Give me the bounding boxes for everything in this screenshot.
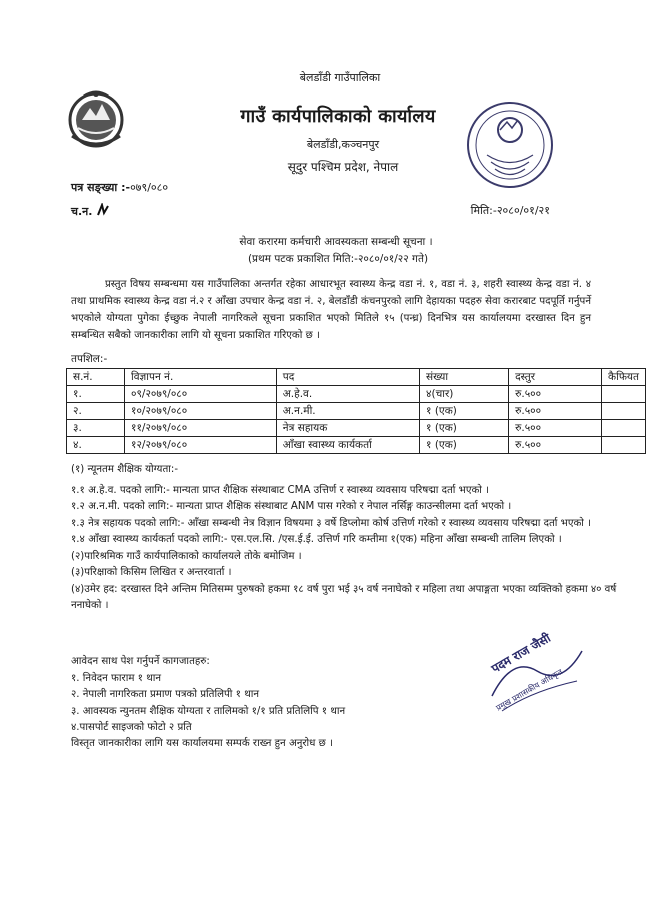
- office-address-line1: बेलडाँडी,कञ्चनपुर: [306, 138, 380, 151]
- cell-count: १ (एक): [420, 420, 509, 437]
- cell-ad-no: १२/२०७९/०८०: [125, 437, 277, 454]
- cell-sn: ४.: [67, 437, 125, 454]
- col-header-ad-no: विज्ञापन नं.: [125, 369, 277, 386]
- cell-post: अ.हे.व.: [276, 386, 419, 403]
- qualifications-heading: (१) न्यूनतम शैक्षिक योग्यता:-: [71, 464, 178, 475]
- table-row: [67, 386, 646, 403]
- letter-number-label: पत्र सङ्ख्या :-: [71, 181, 131, 194]
- cell-remarks: [602, 386, 646, 403]
- office-round-seal-icon: [465, 100, 555, 190]
- cell-count: १ (एक): [420, 403, 509, 420]
- document-item: २. नेपाली नागरिकता प्रमाण पत्रको प्रतिलिपी १ थान: [71, 689, 260, 700]
- cell-fee: रु.५००: [509, 437, 602, 454]
- date-label: मिति:-: [470, 204, 497, 217]
- table-header-row: [67, 369, 646, 386]
- cell-remarks: [602, 437, 646, 454]
- cell-count: १ (एक): [420, 437, 509, 454]
- cell-post: अ.न.मी.: [276, 403, 419, 420]
- publication-date-note: (प्रथम पटक प्रकाशित मिति:-२०८०/०१/२२ गते): [247, 253, 429, 265]
- cell-fee: रु.५००: [509, 420, 602, 437]
- intro-paragraph: प्रस्तुत विषय सम्बन्धमा यस गाउँपालिका अन्तर्गत रहेका आधारभूत स्वास्थ्य केन्द्र वडा नं. १, वडा नं. ३, शहरी स्वास्थ्य केन्द्र वडा नं. ४ तथा प्राथमिक स्वास्थ्य केन्द्र वडा नं.२ र आँखा उपचार केन्द्र वडा नं. २, बेलडाँडी कंचनपुरको लागि देहायका पदहरु सेवा करारबाट पदपूर्ति गर्नुपर्ने भएकोले योग्यता पुगेका ईच्छुक नेपाली नागरिकले सूचना प्रकाशित भएको मितिले १५ (पन्ध्र) दिनभित्र यस कार्यालयमा दरखास्त दिन हुन सम्बन्धित सबैको जानकारीका लागि यो सूचना प्रकाशित गरिएको छ ।: [71, 279, 591, 341]
- document-item: ४.पासपोर्ट साइजको फोटो २ प्रति: [71, 722, 192, 733]
- details-label: तपशिल:-: [71, 353, 108, 365]
- office-address-line2: सूदुर पश्चिम प्रदेश, नेपाल: [287, 160, 399, 174]
- cell-ad-no: ०९/२०७९/०८०: [125, 386, 277, 403]
- notice-date: [471, 203, 550, 218]
- table-row: [67, 437, 646, 454]
- municipality-name: बेलडाँडी गाउँपालिका: [299, 71, 381, 84]
- closing-line: विस्तृत जानकारीका लागि यस कार्यालयमा सम्पर्क राख्न हुन अनुरोध छ ।: [71, 738, 333, 749]
- office-title: गाउँ कार्यपालिकाको कार्यालय: [240, 106, 436, 127]
- handwritten-dispatch-mark-icon: [96, 203, 110, 217]
- qualification-item: १.३ नेत्र सहायक पदको लागि:- आँखा सम्बन्धी नेत्र विज्ञान विषयमा ३ वर्षे डिप्लोमा कोर्ष उत्तिर्ण गरेको र स्वास्थ्य व्यवसाय परिषद्मा दर्ता भएको ।: [71, 517, 592, 529]
- age-limit-clause: (४)उमेर हद: दरखास्त दिने अन्तिम मितिसम्म पुरुषको हकमा १८ वर्ष पुरा भई ३५ वर्ष ननाघेको र महिला तथा अपाङ्गता भएका व्यक्तिको हकमा ४० वर्ष ननाघेको ।: [71, 583, 617, 611]
- letter-number: [71, 180, 168, 195]
- qualification-item: १.१ अ.हे.व. पदको लागि:- मान्यता प्राप्त शैक्षिक संस्थाबाट CMA उत्तिर्ण र स्वास्थ्य व्यवसाय परिषद्मा दर्ता भएको ।: [71, 484, 490, 496]
- qualification-item: १.४ आँखा स्वास्थ्य कार्यकर्ता पदको लागि:- एस.एल.सि. /एस.ई.ई. उत्तिर्ण गरि कम्तीमा १(एक) महिना आँखा सम्बन्धी तालिम लिएको ।: [71, 534, 562, 545]
- dispatch-number: [71, 203, 110, 219]
- signatory-title: प्रमुख प्रशासकीय अधिकृत: [494, 667, 565, 713]
- remuneration-clause: (२)पारिश्रमिक गाउँ कार्यपालिकाको कार्यालयले तोके बमोजिम ।: [71, 550, 302, 562]
- signatory-name: पदम राज जैसी: [489, 630, 553, 676]
- cell-count: ४(चार): [420, 386, 509, 403]
- table-row: [67, 403, 646, 420]
- col-header-fee: दस्तुर: [509, 369, 602, 386]
- cell-ad-no: १०/२०७९/०८०: [125, 403, 277, 420]
- cell-sn: ३.: [67, 420, 125, 437]
- letter-number-value: ०७९/०८०: [130, 181, 169, 194]
- qualification-item: १.२ अ.न.मी. पदको लागि:- मान्यता प्राप्त शैक्षिक संस्थाबाट ANM पास गरेको र नेपाल नर्सिङ्ग काउन्सीलमा दर्ता भएको ।: [71, 501, 512, 512]
- cell-post: आँखा स्वास्थ्य कार्यकर्ता: [276, 437, 419, 454]
- qualifications-section: [71, 462, 631, 615]
- exam-type-clause: (३)परिक्षाको किसिम लिखित र अन्तरवार्ता ।: [71, 567, 232, 578]
- cell-post: नेत्र सहायक: [276, 420, 419, 437]
- table-row: [67, 420, 646, 437]
- cell-remarks: [602, 403, 646, 420]
- date-value: २०८०/०१/२१: [496, 204, 550, 217]
- col-header-sn: स.नं.: [67, 369, 125, 386]
- document-item: ३. आवस्यक न्युनतम शैक्षिक योग्यता र तालिमको १/१ प्रति प्रतिलिपि १ थान: [71, 705, 346, 717]
- notice-subject: सेवा करारमा कर्मचारी आवस्यकता सम्बन्धी सूचना ।: [239, 236, 433, 248]
- documents-heading: आवेदन साथ पेश गर्नुपर्ने कागजातहरु:: [71, 656, 210, 667]
- col-header-post: पद: [276, 369, 419, 386]
- cell-fee: रु.५००: [509, 386, 602, 403]
- cell-ad-no: ११/२०७९/०८०: [125, 420, 277, 437]
- vacancy-table: [66, 368, 646, 454]
- col-header-count: संख्या: [420, 369, 509, 386]
- cell-sn: २.: [67, 403, 125, 420]
- signature-stamp: [482, 630, 597, 726]
- cell-fee: रु.५००: [509, 403, 602, 420]
- dispatch-number-label: च.न.: [71, 205, 93, 218]
- cell-remarks: [602, 420, 646, 437]
- document-item: १. निवेदन फाराम १ थान: [71, 672, 161, 684]
- cell-sn: १.: [67, 386, 125, 403]
- documents-section: [71, 654, 471, 737]
- col-header-remarks: कैफियत: [602, 369, 646, 386]
